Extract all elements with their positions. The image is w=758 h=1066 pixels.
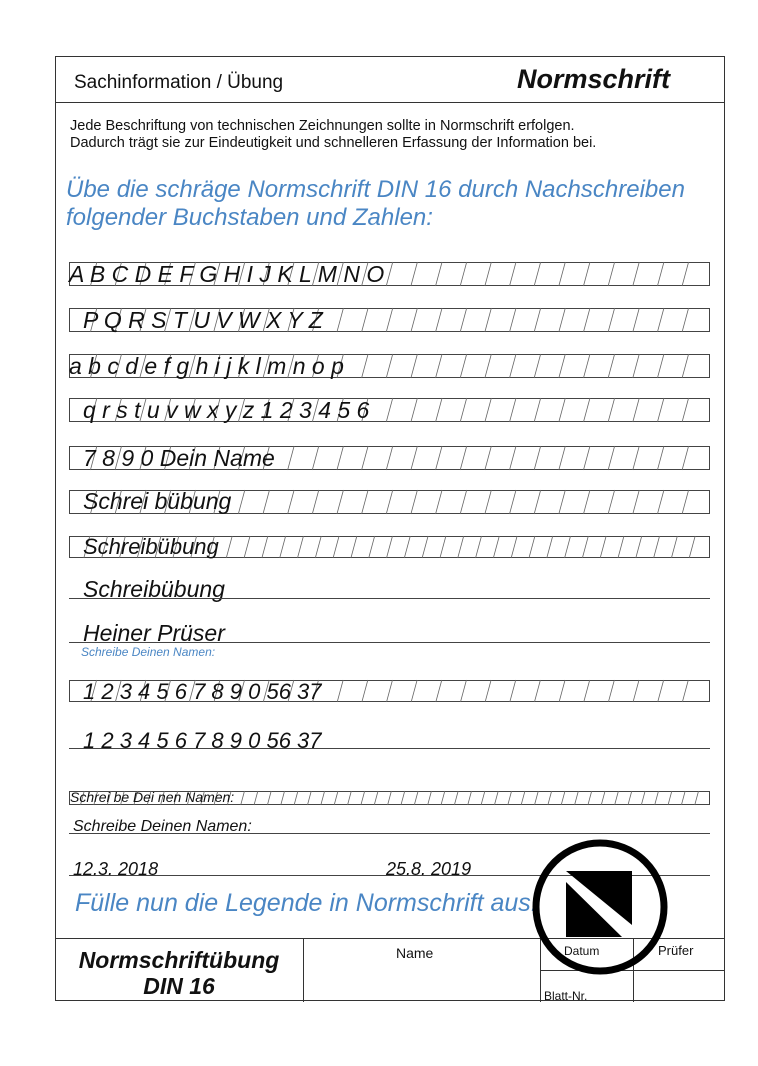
legend-title-line-1: Normschriftübung [78,947,280,973]
legend-datum-label: Datum [564,944,600,958]
intro-line-2: Dadurch trägt sie zur Eindeutigkeit und schnelleren Erfassung der Information bei. [70,135,597,151]
grid-row-digits [69,680,710,702]
task-line-1: Übe die schräge Normschrift DIN 16 durch Nachschreiben [66,176,685,203]
fill-instruction: Fülle nun die Legende in Normschrift aus! [75,889,538,917]
legend-divider [303,939,304,1002]
date-1: 12.3. 2018 [73,859,159,879]
line-row-name-hint [69,818,710,834]
grid-row-text: a b c d e f g h i j k l m n o p [69,353,344,379]
header-topic: Normschrift [517,64,671,94]
line-row-text: 1 2 3 4 5 6 7 8 9 0 56 37 [83,728,322,753]
grid-row-5 [69,446,710,470]
grid-row-4 [69,398,710,422]
date-2: 25.8. 2019 [386,859,472,879]
legend-pruefer-label: Prüfer [658,943,694,958]
grid-row-small [69,791,710,805]
line-row-name [69,620,710,646]
task-line-2: folgender Buchstaben und Zahlen: [66,204,433,231]
grid-row-7 [69,536,710,558]
line-row-schreibuebung [69,576,710,602]
intro-line-1: Jede Beschriftung von technischen Zeichnungen sollte in Normschrift erfolgen. [70,118,575,134]
grid-row-text: q r s t u v w x y z 1 2 3 4 5 6 [83,397,370,423]
legend-name-label: Name [396,945,434,961]
legend-title-line-2: DIN 16 [143,973,215,999]
circle-logo-icon [530,837,670,977]
baseline [69,598,710,599]
name-hint: Schreibe Deinen Namen: [81,645,216,659]
grid-row-3 [69,354,710,378]
task-instruction [66,176,685,232]
line-row-text: Heiner Prüser [83,620,225,646]
line-row-text: Schreibübung [83,576,225,602]
grid-row-text: A B C D E F G H I J K L M N O [69,261,385,287]
grid-row-text: Schreibübung [83,534,219,559]
baseline [69,642,710,643]
legend-title [55,947,303,999]
header-divider [55,102,725,103]
baseline [69,748,710,749]
grid-row-1 [69,262,710,286]
grid-row-text: P Q R S T U V W X Y Z [83,307,323,333]
grid-row-text: 7 8 9 0 Dein Name [83,445,275,471]
grid-row-2 [69,308,710,332]
grid-row-text: Schrei bübung [83,488,232,514]
grid-row-text: Schrei be Dei nen Namen: [70,789,235,805]
line-row-text: Schreibe Deinen Namen: [73,818,252,835]
intro-text [70,118,596,152]
baseline [69,833,710,834]
grid-row-text: 1 2 3 4 5 6 7 8 9 0 56 37 [83,679,322,704]
legend-blatt-label: Blatt-Nr. [544,989,588,1003]
header-title: Sachinformation / Übung [74,72,284,93]
line-row-digits [69,728,710,753]
grid-row-6 [69,490,710,514]
